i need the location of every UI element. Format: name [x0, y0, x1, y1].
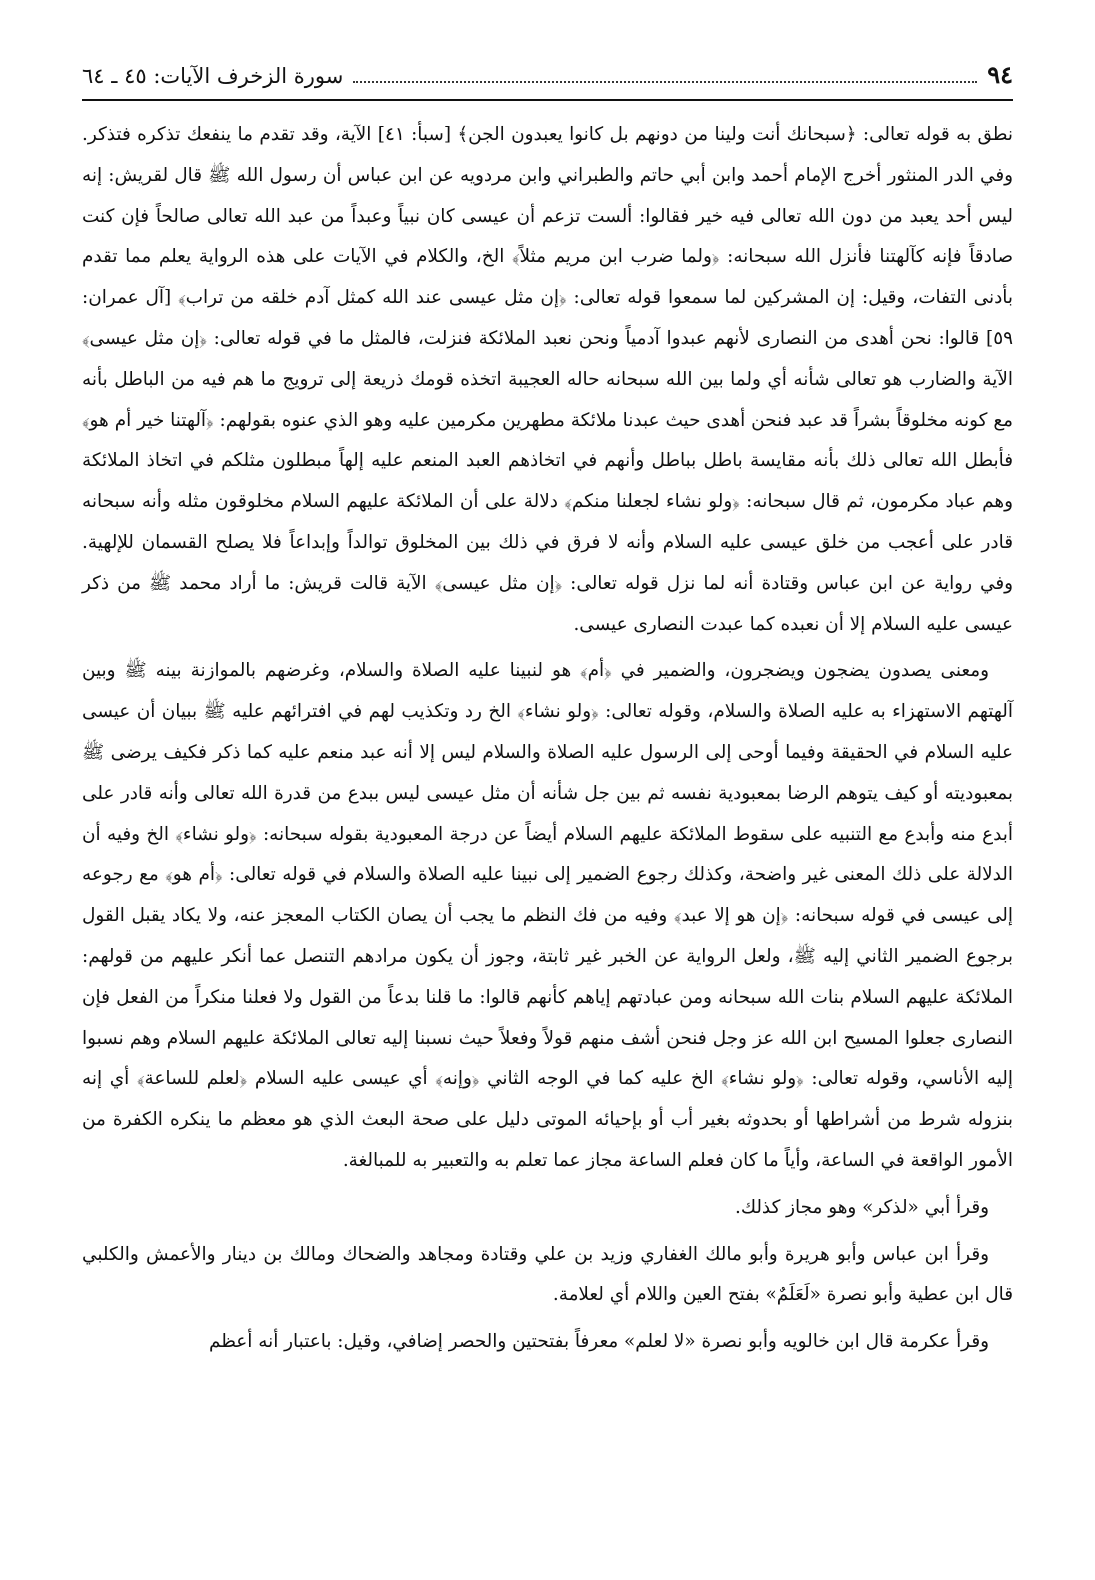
paragraph-2: ومعنى يصدون يضجون ويضجرون، والضمير في ﴿أم﴾ هو لنبينا عليه الصلاة والسلام، وغرضهم بالموازنة بينه ﷺ وبين آلهتهم الاستهزاء به عليه الصلاة والسلام، وقوله تعالى: ﴿ولو نشاء﴾ الخ رد وتكذيب لهم في افترائهم عليه ﷺ ببيان أن عيسى عليه السلام في الحقيقة وفيما أوحى إلى الرسول عليه الصلاة والسلام ليس إلا أنه عبد منعم عليه كما ذكر فكيف يرضى ﷺ بمعبوديته أو كيف يتوهم الرضا بمعبودية نفسه ثم بين جل شأنه أن مثل عيسى ليس ببدع من قدرة الله تعالى وأنه قادر على أبدع منه وأبدع مع التنبيه على سقوط الملائكة عليهم السلام أيضاً عن درجة المعبودية بقوله سبحانه: ﴿ولو نشاء﴾ الخ وفيه أن الدلالة على ذلك المعنى غير واضحة، وكذلك رجوع الضمير إلى نبينا عليه الصلاة والسلام في قوله تعالى: ﴿أم هو﴾ مع رجوعه إلى عيسى في قوله سبحانه: ﴿إن هو إلا عبد﴾ وفيه من فك النظم ما يجب أن يصان الكتاب المعجز عنه، ولا يكاد يقبل القول برجوع الضمير الثاني إليه ﷺ، ولعل الرواية عن الخبر غير ثابتة، وجوز أن يكون مرادهم التنصل عما أنكر عليهم من قولهم: الملائكة عليهم السلام بنات الله سبحانه ومن عبادتهم إياهم كأنهم قالوا: ما قلنا بدعاً من القول ولا فعلنا منكراً من الفعل فإن النصارى جعلوا المسيح ابن الله عز وجل فنحن أشف منهم قولاً وفعلاً حيث نسبنا إليه تعالى الملائكة عليهم السلام وهم نسبوا إليه الأناسي، وقوله تعالى: ﴿ولو نشاء﴾ الخ عليه كما في الوجه الثاني ﴿وإنه﴾ أي عيسى عليه السلام ﴿لعلم للساعة﴾ أي إنه بنزوله شرط من أشراطها أو بحدوثه بغير أب أو بإحيائه الموتى دليل على صحة البعث الذي هو معظم ما ينكره الكفرة من الأمور الواقعة في الساعة، وأياً ما كان فعلم الساعة مجاز عما تعلم به والتعبير به للمبالغة. — [82, 660, 1013, 1171]
page-number: ٩٤ — [987, 60, 1013, 89]
paragraph-4: وقرأ ابن عباس وأبو هريرة وأبو مالك الغفاري وزيد بن علي وقتادة ومجاهد والضحاك ومالك بن دينار والأعمش والكلبي قال ابن عطية وأبو نصرة «لَعَلَمٌ» بفتح العين واللام أي لعلامة. — [82, 1243, 1013, 1306]
running-title: سورة الزخرف الآيات: ٤٥ ـ ٦٤ — [82, 64, 344, 88]
paragraph-3: وقرأ أبي «لذكر» وهو مجاز كذلك. — [734, 1196, 989, 1218]
running-header — [82, 60, 1013, 101]
paragraph-5: وقرأ عكرمة قال ابن خالويه وأبو نصرة «لا لعلم» معرفاً بفتحتين والحصر إضافي، وقيل: باعتبار أنه أعظم — [208, 1331, 989, 1353]
header-dot-leader — [353, 67, 977, 83]
paragraph-1: نطق به قوله تعالى: ﴿سبحانك أنت ولينا من دونهم بل كانوا يعبدون الجن﴾ [سبأ: ٤١] الآية، وقد تقدم ما ينفعك تذكره فتذكر. وفي الدر المنثور أخرج الإمام أحمد وابن أبي حاتم والطبراني وابن مردويه عن ابن عباس أن رسول الله ﷺ قال لقريش: إنه ليس أحد يعبد من دون الله تعالى فيه خير فقالوا: ألست تزعم أن عيسى كان نبياً وعبداً من عبد الله تعالى صالحاً فإن كنت صادقاً فإنه كآلهتنا فأنزل الله سبحانه: ﴿ولما ضرب ابن مريم مثلاً﴾ الخ، والكلام في الآيات على هذه الرواية يعلم مما تقدم بأدنى التفات، وقيل: إن المشركين لما سمعوا قوله تعالى: ﴿إن مثل عيسى عند الله كمثل آدم خلقه من تراب﴾ [آل عمران: ٥٩] قالوا: نحن أهدى من النصارى لأنهم عبدوا آدمياً ونحن نعبد الملائكة فنزلت، فالمثل ما في قوله تعالى: ﴿إن مثل عيسى﴾ الآية والضارب هو تعالى شأنه أي ولما بين الله سبحانه حاله العجيبة اتخذه قومك ذريعة إلى ترويج ما هم فيه من الباطل بأنه مع كونه مخلوقاً بشراً قد عبد فنحن أهدى حيث عبدنا ملائكة مطهرين مكرمين عليه وهو الذي عنوه بقولهم: ﴿آلهتنا خير أم هو﴾ فأبطل الله تعالى ذلك بأنه مقايسة باطل بباطل وأنهم في اتخاذهم العبد المنعم عليه إلهاً مبطلون مثلكم في اتخاذ الملائكة وهم عباد مكرمون، ثم قال سبحانه: ﴿ولو نشاء لجعلنا منكم﴾ دلالة على أن الملائكة عليهم السلام مخلوقون مثله وأنه سبحانه قادر على أعجب من خلق عيسى عليه السلام وأنه لا فرق في ذلك بين المخلوق توالداً وإبداعاً فلا يصلح القسمان للإلهية. وفي رواية عن ابن عباس وقتادة أنه لما نزل قوله تعالى: ﴿إن مثل عيسى﴾ الآية قالت قريش: ما أراد محمد ﷺ من ذكر عيسى عليه السلام إلا أن نعبده كما عبدت النصارى عيسى. — [82, 124, 1013, 635]
